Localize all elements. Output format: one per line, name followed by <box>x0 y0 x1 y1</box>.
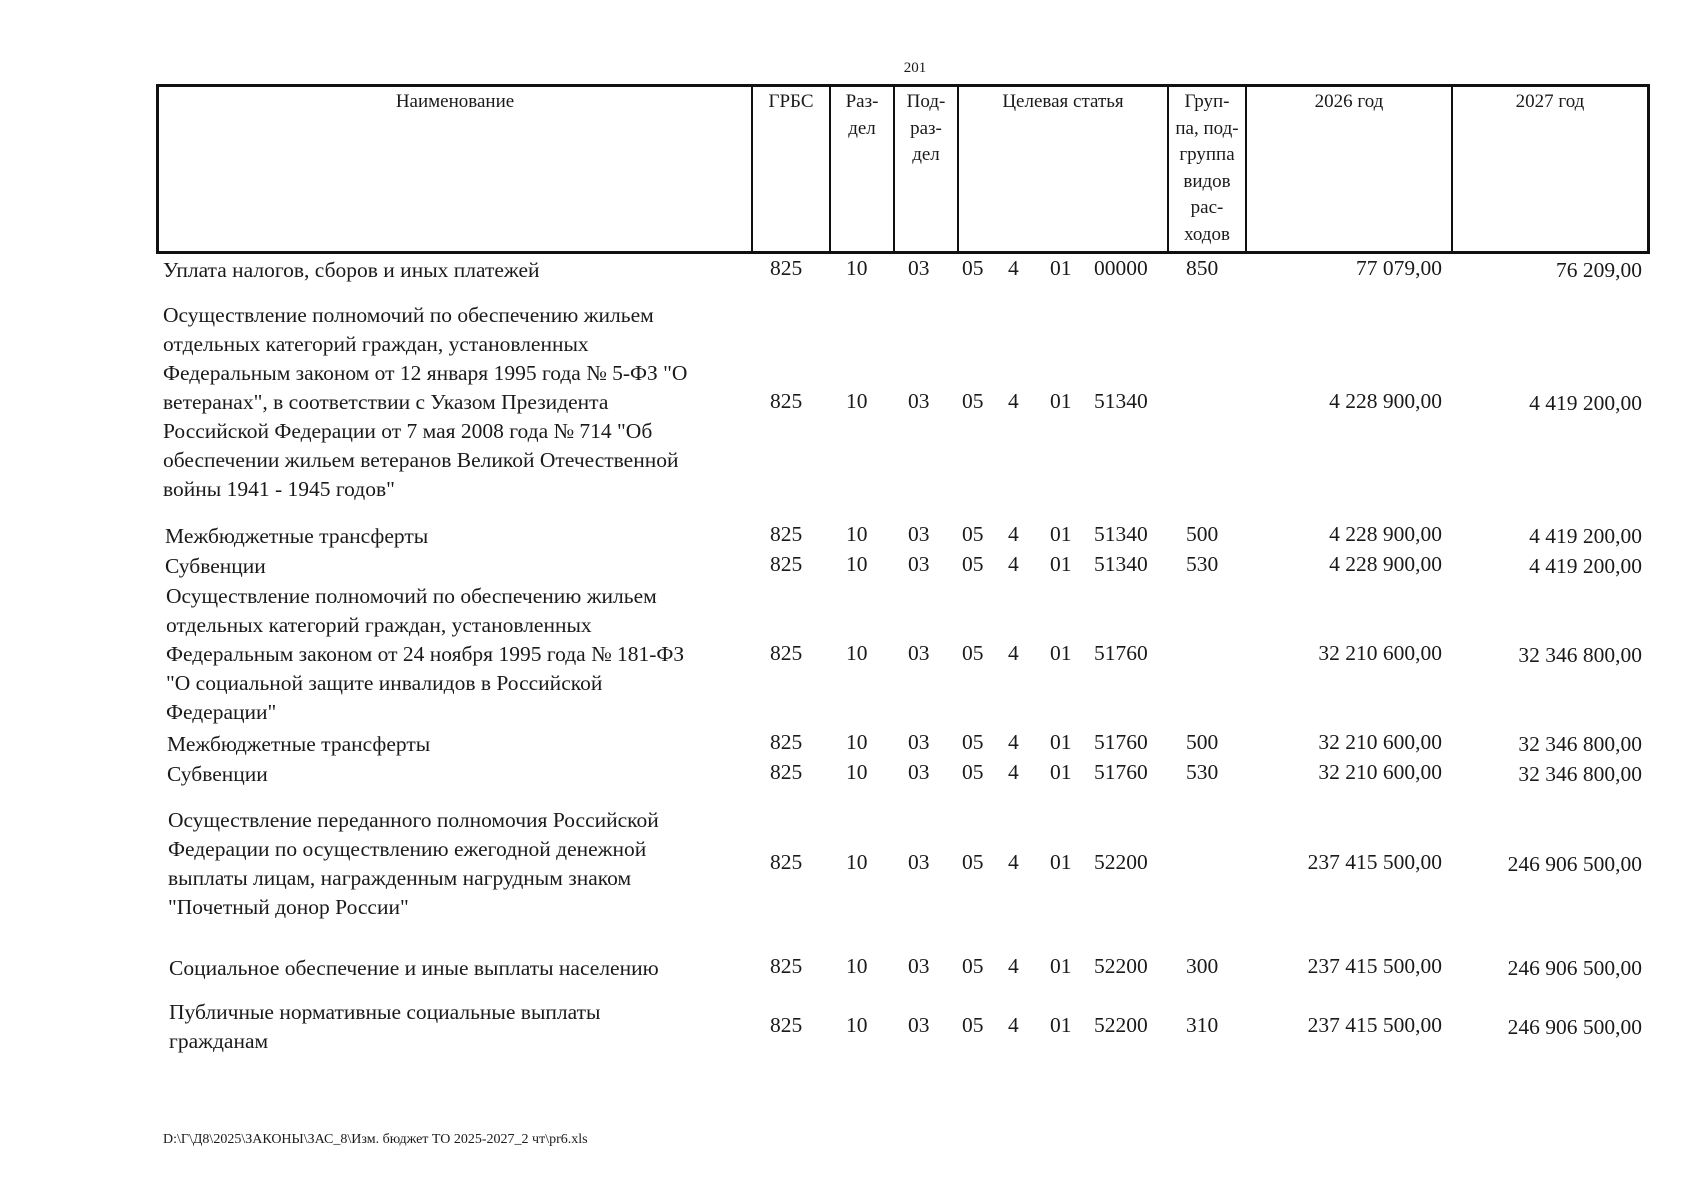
row-cs3: 01 <box>1050 522 1072 546</box>
row-cs3: 01 <box>1050 389 1072 413</box>
row-year-2026: 237 415 500,00 <box>1307 954 1442 978</box>
row-name: Субвенции <box>165 554 266 578</box>
row-year-2027: 246 906 500,00 <box>1507 852 1642 876</box>
row-year-2027: 32 346 800,00 <box>1518 643 1642 667</box>
page-number: 201 <box>903 60 927 76</box>
header-target: Целевая статья <box>959 87 1169 251</box>
row-razdel: 10 <box>846 954 868 978</box>
header-group: Груп- па, под- группа видов рас- ходов <box>1169 87 1247 251</box>
row-year-2026: 4 228 900,00 <box>1329 552 1442 576</box>
row-cs2: 4 <box>1008 522 1019 546</box>
header-2026: 2026 год <box>1247 87 1453 251</box>
row-year-2026: 237 415 500,00 <box>1307 850 1442 874</box>
row-cs2: 4 <box>1008 760 1019 784</box>
row-group: 500 <box>1186 730 1219 754</box>
row-grbs: 825 <box>770 256 803 280</box>
row-name: Публичные нормативные социальные выплаты гражданам <box>169 1000 601 1053</box>
row-cs1: 05 <box>962 389 984 413</box>
row-cs1: 05 <box>962 1013 984 1037</box>
row-cs3: 01 <box>1050 730 1072 754</box>
row-year-2026: 77 079,00 <box>1356 256 1442 280</box>
row-cs1: 05 <box>962 256 984 280</box>
row-cs3: 01 <box>1050 850 1072 874</box>
row-cs2: 4 <box>1008 256 1019 280</box>
row-podrazdel: 03 <box>908 730 930 754</box>
header-name: Наименование <box>159 87 753 251</box>
row-podrazdel: 03 <box>908 760 930 784</box>
row-cs4: 51760 <box>1094 641 1148 665</box>
row-name: Осуществление полномочий по обеспечению жильем отдельных категорий граждан, установленных Федеральным законом от 24 ноября 1995 года № 181-ФЗ "О социальной защите инвалидов в Российской Федерации" <box>166 584 685 724</box>
row-cs4: 52200 <box>1094 1013 1148 1037</box>
row-cs3: 01 <box>1050 760 1072 784</box>
row-group: 530 <box>1186 760 1219 784</box>
row-razdel: 10 <box>846 760 868 784</box>
row-cs1: 05 <box>962 641 984 665</box>
row-razdel: 10 <box>846 850 868 874</box>
row-razdel: 10 <box>846 256 868 280</box>
row-cs2: 4 <box>1008 954 1019 978</box>
row-year-2026: 32 210 600,00 <box>1318 641 1442 665</box>
row-podrazdel: 03 <box>908 850 930 874</box>
row-year-2027: 4 419 200,00 <box>1529 524 1642 548</box>
row-cs4: 51340 <box>1094 522 1148 546</box>
row-cs1: 05 <box>962 552 984 576</box>
row-podrazdel: 03 <box>908 954 930 978</box>
row-year-2027: 32 346 800,00 <box>1518 732 1642 756</box>
row-cs1: 05 <box>962 730 984 754</box>
row-year-2027: 76 209,00 <box>1556 258 1642 282</box>
row-podrazdel: 03 <box>908 641 930 665</box>
row-cs2: 4 <box>1008 730 1019 754</box>
row-year-2026: 4 228 900,00 <box>1329 522 1442 546</box>
row-name: Осуществление переданного полномочия Российской Федерации по осуществлению ежегодной денежной выплаты лицам, награжденным нагрудным знаком "Почетный донор России" <box>168 808 659 919</box>
row-grbs: 825 <box>770 954 803 978</box>
row-cs4: 52200 <box>1094 954 1148 978</box>
row-cs2: 4 <box>1008 1013 1019 1037</box>
row-cs4: 51760 <box>1094 760 1148 784</box>
row-name: Межбюджетные трансферты <box>167 732 431 756</box>
row-group: 300 <box>1186 954 1219 978</box>
row-group: 850 <box>1186 256 1219 280</box>
row-cs2: 4 <box>1008 850 1019 874</box>
row-cs4: 51340 <box>1094 552 1148 576</box>
row-razdel: 10 <box>846 1013 868 1037</box>
row-grbs: 825 <box>770 730 803 754</box>
row-podrazdel: 03 <box>908 522 930 546</box>
header-2027: 2027 год <box>1515 91 1585 112</box>
row-name: Уплата налогов, сборов и иных платежей <box>163 258 540 282</box>
row-cs1: 05 <box>962 760 984 784</box>
row-year-2026: 4 228 900,00 <box>1329 389 1442 413</box>
row-group: 530 <box>1186 552 1219 576</box>
row-razdel: 10 <box>846 389 868 413</box>
row-year-2027: 246 906 500,00 <box>1507 1015 1642 1039</box>
row-name: Субвенции <box>167 762 268 786</box>
row-grbs: 825 <box>770 552 803 576</box>
row-grbs: 825 <box>770 389 803 413</box>
row-cs4: 52200 <box>1094 850 1148 874</box>
row-podrazdel: 03 <box>908 389 930 413</box>
row-podrazdel: 03 <box>908 256 930 280</box>
row-group: 500 <box>1186 522 1219 546</box>
row-cs3: 01 <box>1050 1013 1072 1037</box>
row-year-2026: 237 415 500,00 <box>1307 1013 1442 1037</box>
row-razdel: 10 <box>846 730 868 754</box>
header-podrazdel: Под- раз- дел <box>895 87 959 251</box>
row-grbs: 825 <box>770 522 803 546</box>
row-cs1: 05 <box>962 522 984 546</box>
row-cs2: 4 <box>1008 389 1019 413</box>
row-grbs: 825 <box>770 641 803 665</box>
row-razdel: 10 <box>846 522 868 546</box>
row-razdel: 10 <box>846 552 868 576</box>
row-grbs: 825 <box>770 1013 803 1037</box>
row-cs2: 4 <box>1008 552 1019 576</box>
row-cs1: 05 <box>962 850 984 874</box>
row-cs3: 01 <box>1050 641 1072 665</box>
row-group: 310 <box>1186 1013 1219 1037</box>
file-path: D:\Г\Д8\2025\ЗАКОНЫ\ЗАС_8\Изм. бюджет ТО 2025-2027_2 чт\pr6.xls <box>163 1132 588 1147</box>
header-grbs: ГРБС <box>753 87 831 251</box>
row-name: Осуществление полномочий по обеспечению жильем отдельных категорий граждан, установленных Федеральным законом от 12 января 1995 года № 5-ФЗ "О ветеранах", в соответствии с Указом Президента Российской Федерации от 7 мая 2008 года № 714 "Об обеспечении жильем ветеранов Великой Отечественной войны 1941 - 1945 годов" <box>163 303 688 501</box>
row-year-2027: 32 346 800,00 <box>1518 762 1642 786</box>
row-grbs: 825 <box>770 760 803 784</box>
row-cs3: 01 <box>1050 552 1072 576</box>
row-name: Социальное обеспечение и иные выплаты населению <box>169 956 659 980</box>
row-podrazdel: 03 <box>908 552 930 576</box>
row-cs1: 05 <box>962 954 984 978</box>
row-razdel: 10 <box>846 641 868 665</box>
row-cs4: 00000 <box>1094 256 1148 280</box>
row-cs3: 01 <box>1050 954 1072 978</box>
row-year-2026: 32 210 600,00 <box>1318 760 1442 784</box>
table-header <box>156 84 1650 254</box>
row-name: Межбюджетные трансферты <box>165 524 429 548</box>
row-podrazdel: 03 <box>908 1013 930 1037</box>
row-year-2027: 4 419 200,00 <box>1529 391 1642 415</box>
row-cs2: 4 <box>1008 641 1019 665</box>
row-year-2026: 32 210 600,00 <box>1318 730 1442 754</box>
row-grbs: 825 <box>770 850 803 874</box>
row-cs3: 01 <box>1050 256 1072 280</box>
header-razdel: Раз- дел <box>831 87 895 251</box>
row-cs4: 51340 <box>1094 389 1148 413</box>
row-year-2027: 4 419 200,00 <box>1529 554 1642 578</box>
row-cs4: 51760 <box>1094 730 1148 754</box>
row-year-2027: 246 906 500,00 <box>1507 956 1642 980</box>
